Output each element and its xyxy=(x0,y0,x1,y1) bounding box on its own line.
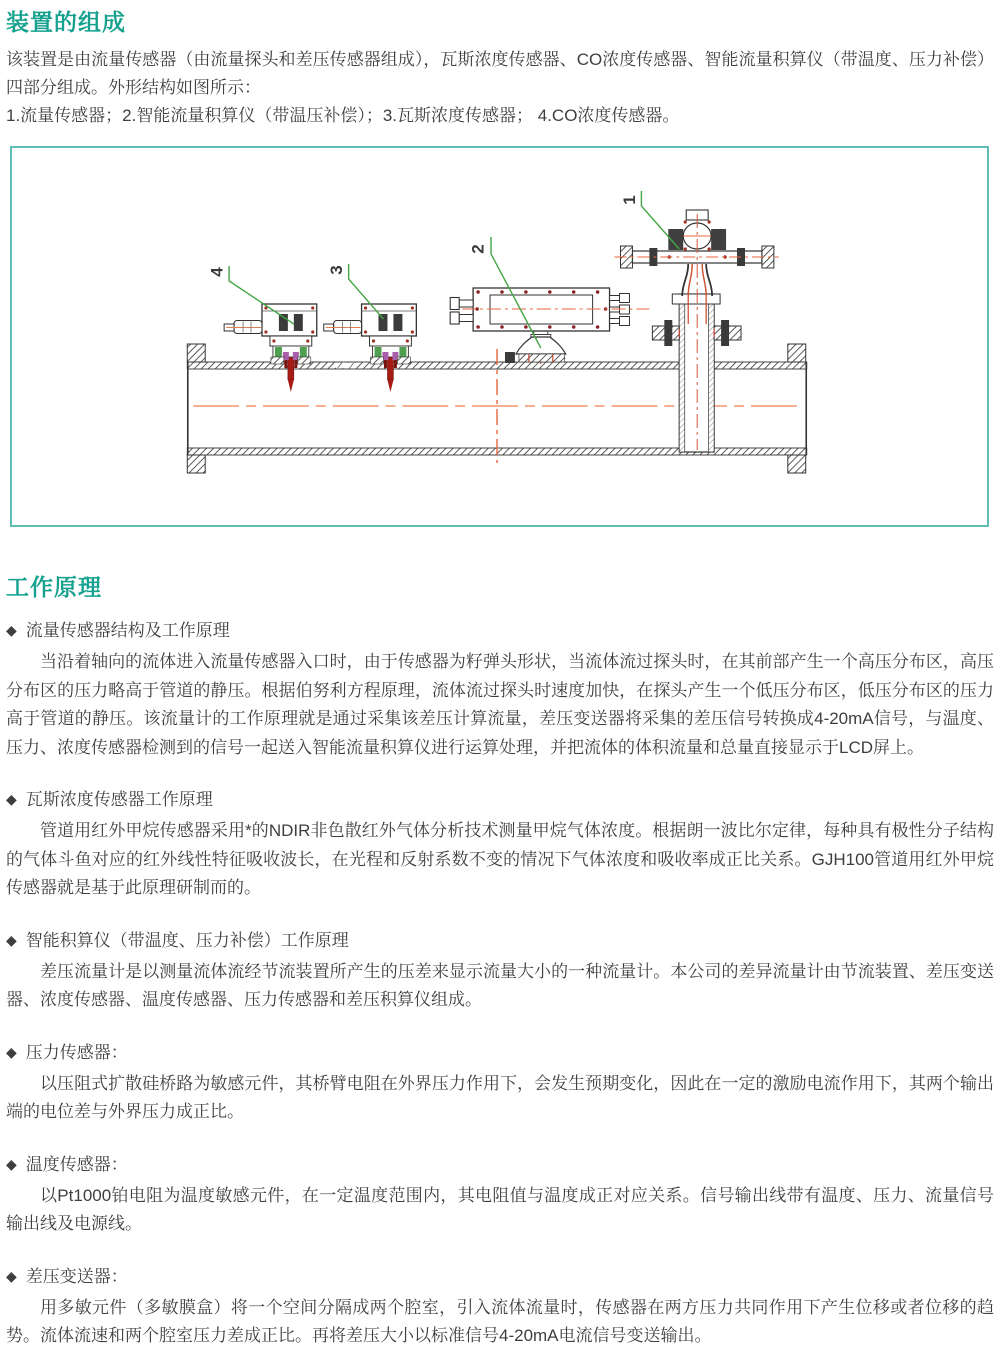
flow-probe-unit xyxy=(615,210,779,452)
subsection-body: 管道用红外甲烷传感器采用*的NDIR非色散红外气体分析技术测量甲烷气体浓度。根据朗一波比尔定律，每种具有极性分子结构的气体斗鱼对应的红外线性特征吸收波长，在光程和反射系数不变的情况下气体浓度和吸收率成正比关系。GJH100管道用红外甲烷传感器就是基于此原理研制而的。 xyxy=(6,821,994,897)
diamond-bullet: ◆ xyxy=(6,791,17,807)
subsection-heading: 智能积算仪（带温度、压力补偿）工作原理 xyxy=(25,930,349,950)
composition-intro: 该装置是由流量传感器（由流量探头和差压传感器组成），瓦斯浓度传感器、CO浓度传感器、智能流量积算仪（带温度、压力补偿）四部分组成。外形结构如图所示： xyxy=(6,50,994,97)
subsection-heading: 压力传感器： xyxy=(25,1042,128,1062)
label-integrator: 2 xyxy=(468,244,488,254)
subsection-integrator xyxy=(6,929,994,1015)
label-co-sensor: 4 xyxy=(207,267,227,277)
subsection-heading-row xyxy=(6,788,994,812)
integrator-unit xyxy=(450,288,649,364)
diamond-bullet: ◆ xyxy=(6,931,17,948)
subsection-body: 以Pt1000铂电阻为温度敏感元件，在一定温度范围内，其电阻值与温度成正对应关系。信号输出线带有温度、压力、流量信号输出线及电源线。 xyxy=(6,1185,994,1233)
subsection-heading: 流量传感器结构及工作原理 xyxy=(25,621,230,640)
device-diagram-figure xyxy=(10,146,989,527)
subsection-body: 以压阻式扩散硅桥路为敏感元件，其桥臂电阻在外界压力作用下，会发生预期变化，因此在一定的激励电流作用下，其两个输出端的电位差与外界压力成正比。 xyxy=(6,1073,994,1121)
subsection-pressure-sensor xyxy=(6,1041,994,1127)
subsection-heading: 温度传感器： xyxy=(25,1154,128,1174)
subsection-heading: 差压变送器： xyxy=(25,1266,128,1286)
subsection-heading-row xyxy=(6,929,994,953)
subsection-heading-row xyxy=(6,1041,994,1065)
diamond-bullet: ◆ xyxy=(6,1043,17,1060)
diamond-bullet: ◆ xyxy=(6,622,17,638)
diamond-bullet: ◆ xyxy=(6,1267,17,1284)
label-gas-sensor: 3 xyxy=(327,265,347,275)
co-sensor-unit xyxy=(224,304,317,392)
subsection-flow-sensor xyxy=(6,619,994,762)
subsection-dp-transmitter xyxy=(6,1265,994,1351)
subsection-body: 差压流量计是以测量流体流经节流装置所产生的压差来显示流量大小的一种流量计。本公司的差异流量计由节流装置、差压变送器、浓度传感器、温度传感器、压力传感器和差压积算仪组成。 xyxy=(6,961,994,1009)
subsection-gas-sensor xyxy=(6,788,994,903)
subsection-heading-row xyxy=(6,1265,994,1289)
subsection-heading-row xyxy=(6,619,994,643)
device-diagram xyxy=(12,148,987,525)
subsection-temperature-sensor xyxy=(6,1153,994,1239)
subsection-heading: 瓦斯浓度传感器工作原理 xyxy=(25,790,213,809)
label-flow-sensor: 1 xyxy=(619,195,639,205)
section-title-principle: 工作原理 xyxy=(6,574,102,600)
subsection-body: 用多敏元件（多敏膜盒）将一个空间分隔成两个腔室，引入流体流量时，传感器在两方压力共同作用下产生位移或者位移的趋势。流体流速和两个腔室压力差成正比。再将差压大小以标准信号4-20mA电流信号变送输出。 xyxy=(6,1297,994,1345)
subsection-body: 当沿着轴向的流体进入流量传感器入口时，由于传感器为籽弹头形状，当流体流过探头时，在其前部产生一个高压分布区，高压分布区的压力略高于管道的静压。根据伯努利方程原理，流体流过探头时速度加快，在探头产生一个低压分布区，低压分布区的压力高于管道的静压。该流量计的工作原理就是通过采集该差压计算流量，差压变送器将采集的差压信号转换成4-20mA信号，与温度、压力、浓度传感器检测到的信号一起送入智能流量积算仪进行运算处理，并把流体的体积流量和总量直接显示于LCD屏上。 xyxy=(6,652,994,757)
diamond-bullet: ◆ xyxy=(6,1155,17,1172)
figure-legend: 1.流量传感器；2.智能流量积算仪（带温压补偿）；3.瓦斯浓度传感器； 4.CO浓度传感器。 xyxy=(6,106,680,125)
section-title-composition: 装置的组成 xyxy=(6,9,126,35)
gas-sensor-unit xyxy=(324,304,417,392)
subsection-heading-row xyxy=(6,1153,994,1177)
